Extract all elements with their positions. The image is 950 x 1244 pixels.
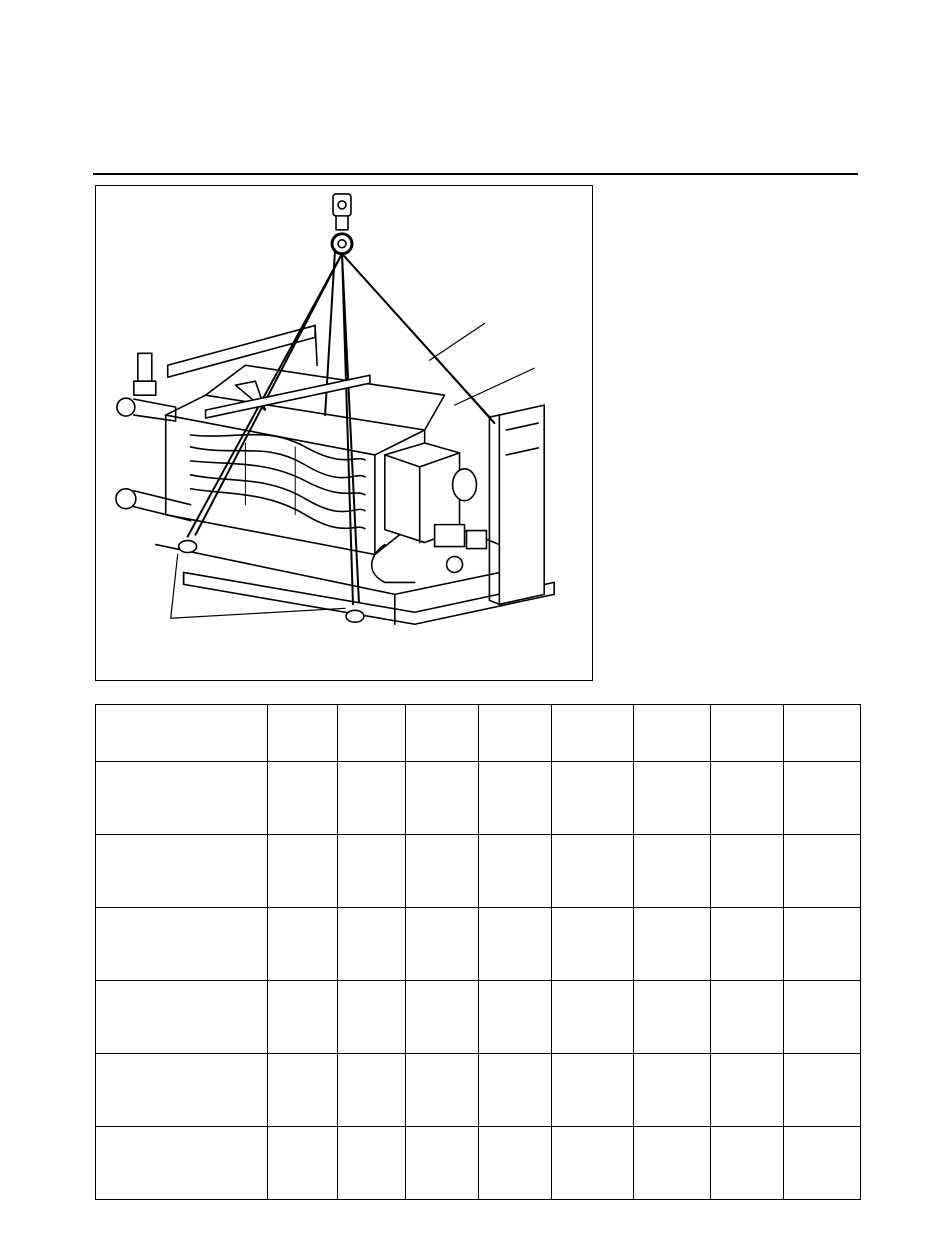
header-rule (93, 173, 858, 175)
table-cell (96, 1127, 268, 1200)
back-frame (168, 325, 317, 377)
table-cell (634, 981, 711, 1054)
table-cell (338, 1054, 406, 1127)
table-cell (338, 1127, 406, 1200)
table-header-cell (479, 705, 552, 762)
table-cell (406, 762, 479, 835)
table-cell (784, 835, 861, 908)
table-cell (338, 762, 406, 835)
table-cell (406, 1127, 479, 1200)
table-cell (479, 835, 552, 908)
table-cell (784, 1127, 861, 1200)
table-cell (96, 908, 268, 981)
table-cell (634, 908, 711, 981)
table-header-cell (338, 705, 406, 762)
spreader-bar (206, 375, 370, 418)
table-cell (268, 908, 338, 981)
table-cell (406, 981, 479, 1054)
table-cell (634, 762, 711, 835)
table-cell (96, 835, 268, 908)
table-cell (552, 1054, 634, 1127)
table-header-cell (96, 705, 268, 762)
table-cell (711, 981, 784, 1054)
boiler-lifting-illustration-icon (96, 186, 592, 680)
table-cell (552, 835, 634, 908)
table-cell (711, 835, 784, 908)
table-cell (552, 1127, 634, 1200)
table-cell (406, 1054, 479, 1127)
table-row (96, 908, 861, 981)
table-row (96, 835, 861, 908)
crane-hook-icon (332, 194, 352, 254)
table-cell (552, 981, 634, 1054)
table-cell (711, 908, 784, 981)
table-cell (711, 1127, 784, 1200)
table-cell (406, 908, 479, 981)
table-header-cell (268, 705, 338, 762)
table-cell (711, 1054, 784, 1127)
table-cell (479, 981, 552, 1054)
table-header-cell (552, 705, 634, 762)
table-cell (634, 835, 711, 908)
table-cell (479, 1054, 552, 1127)
table-row (96, 981, 861, 1054)
table-cell (96, 981, 268, 1054)
table-cell (96, 762, 268, 835)
table-cell (711, 762, 784, 835)
table-cell (268, 1127, 338, 1200)
table-cell (552, 762, 634, 835)
table-cell (96, 1054, 268, 1127)
relief-valve-icon (117, 353, 176, 421)
table-cell (338, 835, 406, 908)
table-cell (268, 762, 338, 835)
table-cell (268, 981, 338, 1054)
table-cell (268, 835, 338, 908)
table-row (96, 762, 861, 835)
table-cell (634, 1054, 711, 1127)
table-cell (479, 908, 552, 981)
table-cell (634, 1127, 711, 1200)
table-cell (268, 1054, 338, 1127)
table-row (96, 1054, 861, 1127)
table-row (96, 1127, 861, 1200)
lifting-slings (188, 250, 495, 605)
table-header-row (96, 705, 861, 762)
table-header-cell (784, 705, 861, 762)
table-cell (784, 1054, 861, 1127)
spec-table (95, 704, 861, 1200)
table-cell (479, 762, 552, 835)
table-cell (784, 762, 861, 835)
lifting-figure (95, 185, 593, 681)
table-cell (406, 835, 479, 908)
table-cell (338, 981, 406, 1054)
table-cell (338, 908, 406, 981)
table-cell (552, 908, 634, 981)
table-cell (784, 908, 861, 981)
table-header-cell (406, 705, 479, 762)
table-cell (479, 1127, 552, 1200)
table-header-cell (711, 705, 784, 762)
table-header-cell (634, 705, 711, 762)
table-cell (784, 981, 861, 1054)
